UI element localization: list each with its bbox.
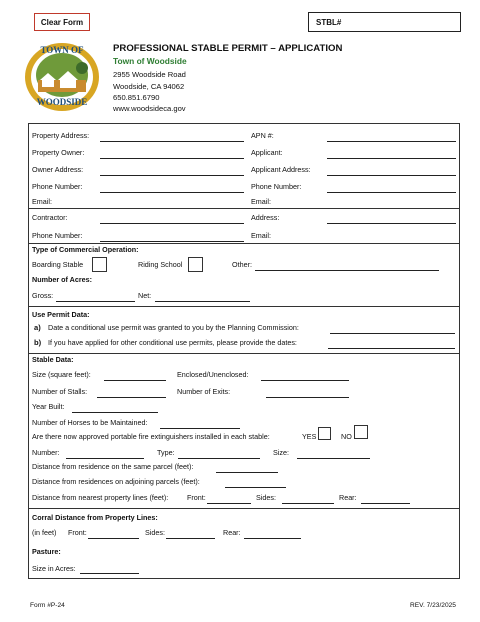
stalls-label: Number of Stalls: <box>32 387 88 396</box>
apn-label: APN #: <box>251 131 274 140</box>
riding-school-label: Riding School <box>138 260 183 269</box>
year-built-field[interactable] <box>72 412 158 413</box>
item-b-text: If you have applied for other conditional use permits, please provide the dates: <box>48 338 297 347</box>
property-owner-field[interactable] <box>100 158 244 159</box>
number-label: Number: <box>32 448 60 457</box>
corral-front-label: Front: <box>68 528 87 537</box>
item-a-text: Date a conditional use permit was granted to you by the Planning Commission: <box>48 323 299 332</box>
town-seal <box>24 42 100 112</box>
corral-sides-label: Sides: <box>145 528 165 537</box>
stalls-field[interactable] <box>97 397 166 398</box>
no-checkbox[interactable] <box>354 425 368 439</box>
item-a-field[interactable] <box>330 333 455 334</box>
stable-data-heading: Stable Data: <box>32 355 74 364</box>
dist-sides-label: Sides: <box>256 493 276 502</box>
size2-field[interactable] <box>297 458 370 459</box>
town-address-line2: Woodside, CA 94062 <box>113 82 185 91</box>
horses-field[interactable] <box>160 428 240 429</box>
boarding-stable-label: Boarding Stable <box>32 260 84 269</box>
net-label: Net: <box>138 291 152 300</box>
enclosed-label: Enclosed/Unenclosed: <box>177 370 249 379</box>
net-field[interactable] <box>155 301 250 302</box>
type-field[interactable] <box>178 458 260 459</box>
contractor-phone-field[interactable] <box>100 241 244 242</box>
horses-label: Number of Horses to be Maintained: <box>32 418 148 427</box>
clear-form-label: Clear Form <box>40 17 84 27</box>
town-website: www.woodsideca.gov <box>113 104 186 113</box>
gross-field[interactable] <box>56 301 135 302</box>
yes-label: YES <box>302 432 317 441</box>
owner-phone-label: Phone Number: <box>32 182 83 191</box>
contractor-address-label: Address: <box>251 213 280 222</box>
owner-address-field[interactable] <box>100 175 244 176</box>
clear-form-button[interactable] <box>34 13 90 31</box>
item-b-field[interactable] <box>328 348 455 349</box>
yes-checkbox[interactable] <box>318 427 331 440</box>
corral-rear-field[interactable] <box>244 538 301 539</box>
other-field[interactable] <box>255 270 439 271</box>
year-built-label: Year Built: <box>32 402 65 411</box>
seal-top-text: TOWN OF <box>40 45 84 55</box>
dist-adjoining-label: Distance from residences on adjoining parcels (feet): <box>32 477 200 486</box>
divider-3 <box>28 306 460 307</box>
apn-field[interactable] <box>327 141 456 142</box>
extinguishers-label: Are there now approved portable fire extinguishers installed in each stable: <box>32 432 270 441</box>
property-address-label: Property Address: <box>32 131 90 140</box>
applicant-address-label: Applicant Address: <box>251 165 311 174</box>
dist-adjoining-field[interactable] <box>225 487 286 488</box>
revision-date: REV. 7/23/2025 <box>410 602 456 609</box>
form-number: Form #P-24 <box>30 602 65 609</box>
exits-field[interactable] <box>266 397 349 398</box>
riding-school-checkbox[interactable] <box>188 257 203 272</box>
owner-address-label: Owner Address: <box>32 165 84 174</box>
stbl-label: STBL# <box>316 18 342 27</box>
enclosed-field[interactable] <box>261 380 349 381</box>
in-feet-label: (in feet) <box>32 528 57 537</box>
town-address-line1: 2955 Woodside Road <box>113 70 186 79</box>
contractor-label: Contractor: <box>32 213 68 222</box>
owner-email-label: Email: <box>32 197 52 206</box>
dist-front-label: Front: <box>187 493 206 502</box>
form-title: PROFESSIONAL STABLE PERMIT – APPLICATION <box>113 43 343 54</box>
contractor-address-field[interactable] <box>327 223 456 224</box>
exits-label: Number of Exits: <box>177 387 231 396</box>
dist-rear-field[interactable] <box>361 503 410 504</box>
applicant-field[interactable] <box>327 158 456 159</box>
corral-rear-label: Rear: <box>223 528 241 537</box>
applicant-phone-label: Phone Number: <box>251 182 302 191</box>
divider-1 <box>28 208 460 209</box>
property-address-field[interactable] <box>100 141 244 142</box>
stbl-field[interactable] <box>308 12 461 32</box>
town-phone: 650.851.6790 <box>113 93 160 102</box>
size-acres-label: Size in Acres: <box>32 564 76 573</box>
contractor-field[interactable] <box>100 223 244 224</box>
dist-sides-field[interactable] <box>282 503 334 504</box>
owner-phone-field[interactable] <box>100 192 244 193</box>
operation-type-heading: Type of Commercial Operation: <box>32 245 139 254</box>
number-field[interactable] <box>66 458 144 459</box>
size-acres-field[interactable] <box>80 573 139 574</box>
dist-same-field[interactable] <box>216 472 278 473</box>
size2-label: Size: <box>273 448 289 457</box>
item-a-letter: a) <box>34 323 41 332</box>
dist-property-label: Distance from nearest property lines (feet): <box>32 493 169 502</box>
divider-2 <box>28 243 460 244</box>
gross-label: Gross: <box>32 291 54 300</box>
dist-same-label: Distance from residence on the same parcel (feet): <box>32 462 194 471</box>
boarding-stable-checkbox[interactable] <box>92 257 107 272</box>
no-label: NO <box>341 432 352 441</box>
dist-rear-label: Rear: <box>339 493 357 502</box>
other-label: Other: <box>232 260 252 269</box>
contractor-phone-label: Phone Number: <box>32 231 83 240</box>
dist-front-field[interactable] <box>207 503 251 504</box>
applicant-label: Applicant: <box>251 148 283 157</box>
divider-4 <box>28 353 460 354</box>
applicant-address-field[interactable] <box>327 175 456 176</box>
use-permit-heading: Use Permit Data: <box>32 310 90 319</box>
property-owner-label: Property Owner: <box>32 148 85 157</box>
pasture-heading: Pasture: <box>32 547 61 556</box>
contractor-email-label: Email: <box>251 231 271 240</box>
town-name: Town of Woodside <box>113 56 187 66</box>
corral-sides-field[interactable] <box>166 538 215 539</box>
corral-front-field[interactable] <box>88 538 139 539</box>
divider-5 <box>28 508 460 509</box>
corral-heading: Corral Distance from Property Lines: <box>32 513 158 522</box>
item-b-letter: b) <box>34 338 42 347</box>
size-field[interactable] <box>104 380 166 381</box>
applicant-phone-field[interactable] <box>327 192 456 193</box>
applicant-email-label: Email: <box>251 197 271 206</box>
acres-heading: Number of Acres: <box>32 275 93 284</box>
seal-bottom-text: WOODSIDE <box>36 97 88 107</box>
type-label: Type: <box>157 448 175 457</box>
size-label: Size (square feet): <box>32 370 91 379</box>
